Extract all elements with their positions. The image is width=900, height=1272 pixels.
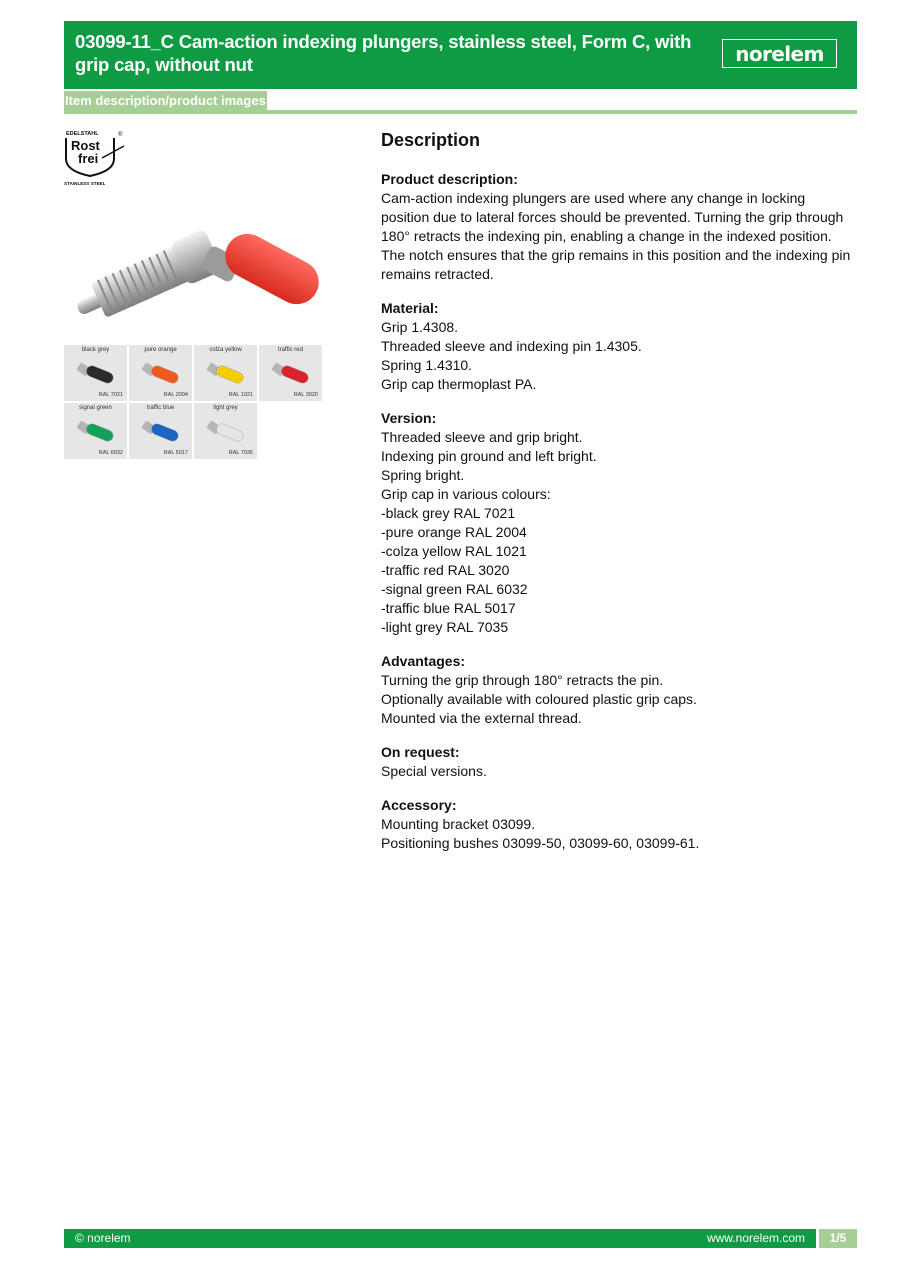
colour-swatch (64, 345, 127, 401)
list-item: -traffic blue RAL 5017 (381, 600, 516, 616)
description-heading: Description (381, 130, 481, 150)
badge-top-text: EDELSTAHL (66, 131, 99, 137)
list-item: Special versions. (381, 763, 487, 779)
norelem-logo (722, 39, 837, 68)
list-item: Threaded sleeve and grip bright. (381, 429, 583, 445)
colour-swatch (259, 345, 322, 401)
grip-cap-icon (206, 359, 246, 389)
logo-text: norelem (735, 41, 824, 66)
product-description-text: Cam-action indexing plungers are used where any change in locking position due to lateral forces should be prevented. Turning the grip through 180° retracts the indexing pin, enabling a change in the indexed position. The notch ensures that the grip remains in this position and the indexing pin remains retracted. (381, 190, 851, 282)
grip-cap-icon (141, 417, 181, 447)
swatch-colour-name: traffic blue (146, 405, 175, 411)
list-item: Mounting bracket 03099. (381, 816, 536, 832)
swatch-ral-code: RAL 5017 (163, 450, 188, 456)
section-label: Item description/product images (65, 93, 266, 108)
list-item: -colza yellow RAL 1021 (381, 543, 527, 559)
list-item: Mounted via the external thread. (381, 710, 582, 726)
rostfrei-badge-icon (64, 129, 128, 187)
list-item: -signal green RAL 6032 (381, 581, 528, 597)
section-divider (64, 110, 857, 114)
swatch-ral-code: RAL 6032 (98, 450, 123, 456)
swatch-ral-code: RAL 7035 (228, 450, 253, 456)
block-title: Material: (381, 300, 439, 316)
material-block (381, 299, 857, 394)
colour-swatch (129, 345, 192, 401)
list-item: Indexing pin ground and left bright. (381, 448, 597, 464)
list-item: Spring 1.4310. (381, 357, 473, 373)
grip-cap-icon (76, 359, 116, 389)
list-item: Grip 1.4308. (381, 319, 459, 335)
list-item: Positioning bushes 03099-50, 03099-60, 03099-61. (381, 835, 700, 851)
badge-bottom-text: STAINLESS STEEL (64, 181, 106, 186)
swatch-ral-code: RAL 7021 (98, 392, 123, 398)
list-item: Spring bright. (381, 467, 465, 483)
swatch-colour-name: signal green (79, 405, 112, 411)
swatch-ral-code: RAL 3020 (293, 392, 318, 398)
footer-copyright: © norelem (75, 1231, 131, 1245)
version-block (381, 409, 857, 637)
list-item: -light grey RAL 7035 (381, 619, 509, 635)
swatch-colour-name: pure orange (144, 347, 177, 353)
list-item: Grip cap thermoplast PA. (381, 376, 537, 392)
block-title: Product description: (381, 171, 518, 187)
list-item: -pure orange RAL 2004 (381, 524, 527, 540)
grip-cap-icon (271, 359, 311, 389)
advantages-block (381, 652, 857, 728)
accessory-block (381, 796, 857, 853)
badge-line1: Rost (71, 138, 100, 153)
colour-swatch (64, 403, 127, 459)
list-item: Grip cap in various colours: (381, 486, 551, 502)
section-bar (64, 91, 857, 114)
page-header (64, 21, 857, 89)
swatch-ral-code: RAL 1021 (228, 392, 253, 398)
swatch-colour-name: black grey (81, 347, 110, 353)
description-section (381, 128, 857, 868)
swatch-colour-name: light grey (213, 405, 238, 411)
list-item: Turning the grip through 180° retracts the pin. (381, 672, 664, 688)
page-footer (64, 1229, 857, 1248)
block-title: On request: (381, 744, 460, 760)
list-item: Threaded sleeve and indexing pin 1.4305. (381, 338, 642, 354)
colour-swatch (194, 403, 257, 459)
colour-swatch-grid (64, 345, 322, 459)
product-image (64, 203, 322, 343)
block-title: Version: (381, 410, 437, 426)
grip-cap-icon (76, 417, 116, 447)
on-request-block (381, 743, 857, 781)
block-title: Advantages: (381, 653, 466, 669)
product-description-block (381, 170, 857, 284)
list-item: Optionally available with coloured plastic grip caps. (381, 691, 697, 707)
list-item: -traffic red RAL 3020 (381, 562, 510, 578)
badge-line2: frei (78, 151, 99, 166)
footer-website-link[interactable]: www.norelem.com (706, 1231, 805, 1245)
colour-swatch (194, 345, 257, 401)
colour-swatch (129, 403, 192, 459)
list-item: -black grey RAL 7021 (381, 505, 516, 521)
swatch-ral-code: RAL 2004 (163, 392, 188, 398)
swatch-colour-name: colza yellow (209, 347, 242, 353)
grip-cap-icon (141, 359, 181, 389)
page-title: 03099-11_C Cam-action indexing plungers, stainless steel, Form C, with grip cap, without nut (75, 31, 692, 75)
grip-cap-icon (206, 417, 246, 447)
footer-bar (64, 1229, 816, 1248)
swatch-colour-name: traffic red (278, 347, 303, 353)
page-number: 1/5 (819, 1229, 857, 1248)
block-title: Accessory: (381, 797, 457, 813)
badge-registered-mark: ® (118, 132, 123, 138)
